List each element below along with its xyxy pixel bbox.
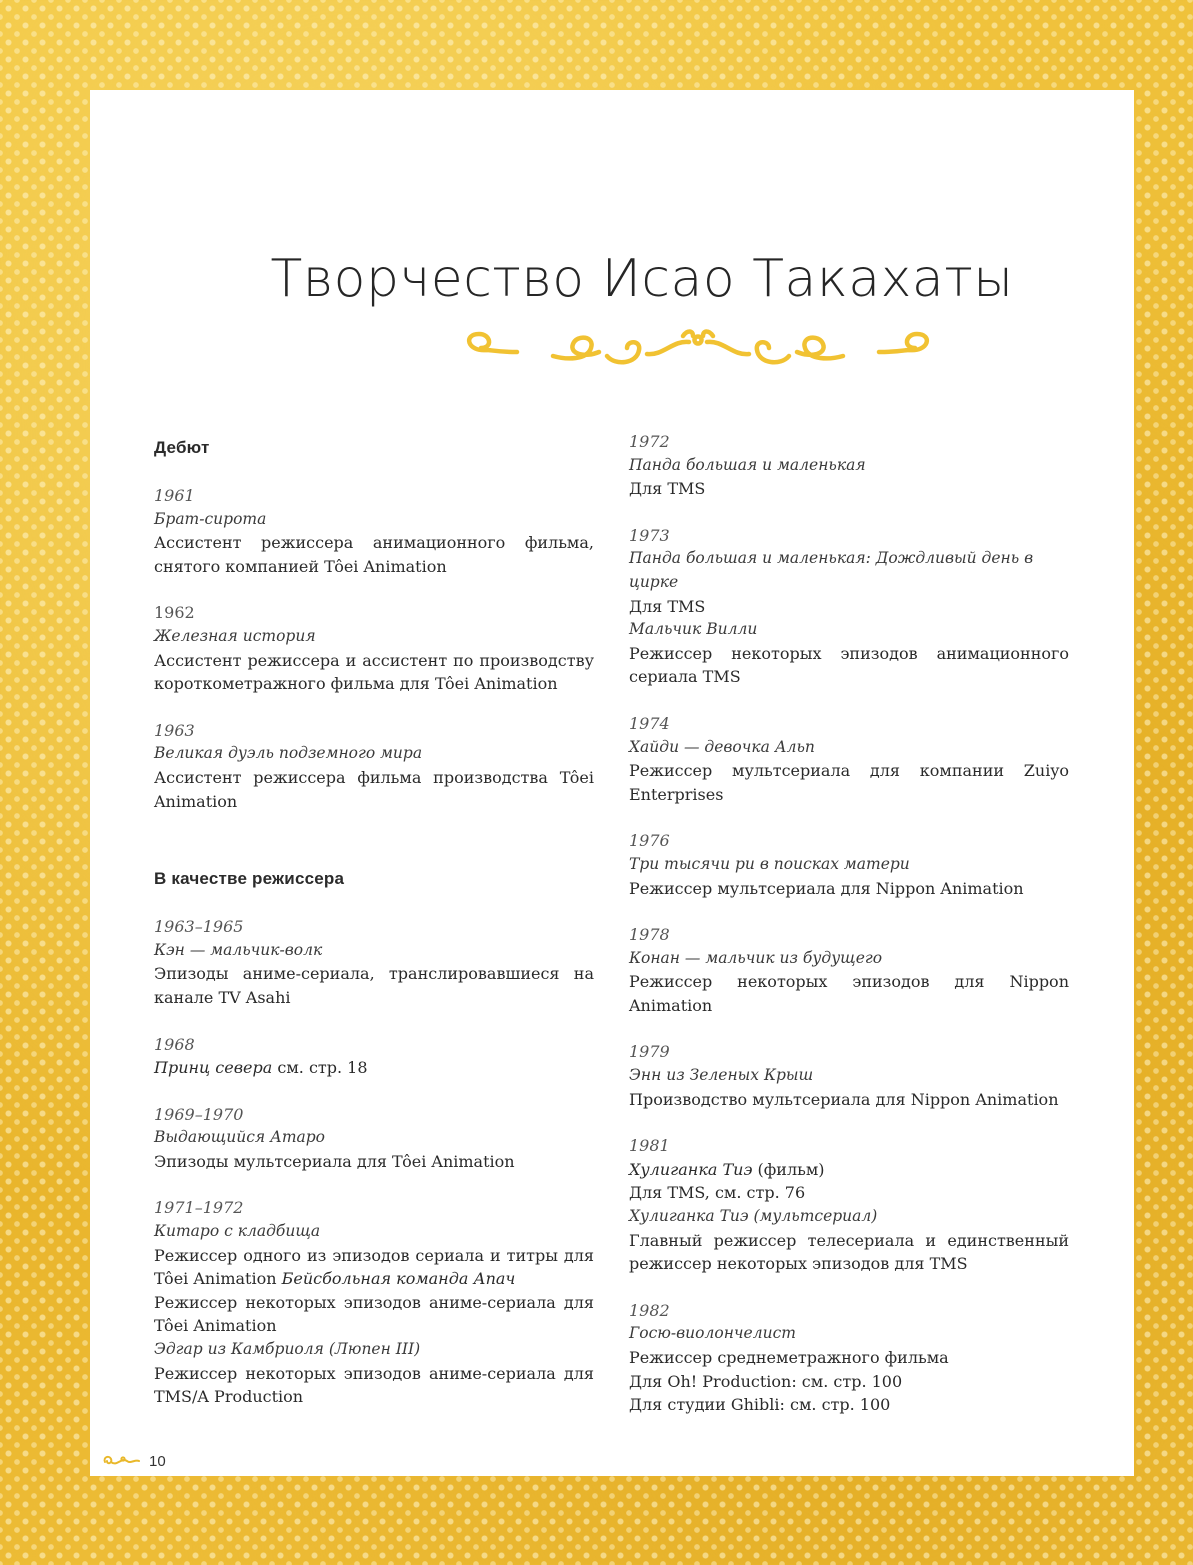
entry-work-title: Великая дуэль подземного мира [154, 744, 423, 763]
entry-year: 1971–1972 [154, 1198, 244, 1218]
entry-work-title: Выдающийся Атаро [154, 1128, 326, 1147]
entry-description-text: Режиссер одного из эпизодов сериала и титры для Tôei Animation [154, 1245, 594, 1289]
list-item [629, 1134, 1069, 1276]
entry-year: 1963 [154, 720, 195, 740]
entry-description [154, 1244, 594, 1291]
list-item [629, 829, 1069, 900]
entry-work-note: (фильм) [752, 1159, 825, 1179]
entry-work-title: Три тысячи ри в поисках матери [629, 854, 910, 873]
entry-work-title: Хулиганка Тиэ [629, 1159, 753, 1179]
entry-year: 1978 [629, 925, 670, 945]
list-item [154, 1103, 594, 1174]
list-item [154, 484, 594, 578]
entry-year: 1969–1970 [154, 1104, 244, 1124]
entry-description [154, 1056, 594, 1080]
entry-work-title: Энн из Зеленых Крыш [629, 1066, 814, 1085]
entry-description: Эпизоды мультсериала для Tôei Animation [154, 1151, 515, 1171]
entry-work-line [629, 1158, 1069, 1182]
entry-year: 1976 [629, 831, 670, 851]
section-heading-debut: Дебют [154, 438, 210, 457]
entry-description: Эпизоды аниме-сериала, транслировавшиеся на канале TV Asahi [154, 964, 594, 1007]
entry-work-title: Конан — мальчик из будущего [629, 948, 883, 967]
list-item [629, 712, 1069, 806]
entry-description: Для TMS [629, 479, 706, 499]
list-item [154, 915, 594, 1009]
entry-description: Режиссер среднеметражного фильма [629, 1348, 949, 1367]
entry-description: Производство мультсериала для Nippon Animation [629, 1089, 1059, 1109]
page-footer [101, 1451, 166, 1471]
entry-description: Для Oh! Production: см. стр. 100 [629, 1371, 903, 1391]
list-item [154, 601, 594, 695]
entry-year: 1972 [629, 432, 670, 451]
left-column [154, 430, 594, 1432]
entry-work-title: Мальчик Вилли [629, 620, 758, 639]
entry-year: 1981 [629, 1136, 670, 1156]
entry-year: 1963–1965 [154, 917, 244, 937]
entry-page-ref: см. стр. 18 [272, 1058, 368, 1078]
entry-year: 1962 [154, 603, 195, 623]
entry-description: Для TMS [629, 596, 706, 616]
entry-description: Режиссер некоторых эпизодов для Nippon Animation [629, 972, 1069, 1015]
entry-work-title-inline: Бейсбольная команда Апач [276, 1269, 516, 1289]
entry-work-title: Панда большая и маленькая [629, 455, 866, 474]
entry-year: 1974 [629, 713, 670, 733]
right-column [629, 430, 1069, 1440]
entry-work-title: Кэн — мальчик-волк [154, 940, 323, 959]
entry-year: 1961 [154, 486, 195, 505]
entry-description: Главный режиссер телесериала и единственный режиссер некоторых эпизодов для TMS [629, 1230, 1069, 1274]
entry-description: Ассистент режиссера фильма производства Tôei Animation [154, 767, 594, 811]
section-heading-director: В качестве режиссера [154, 869, 345, 889]
entry-work-title: Хайди — девочка Альп [629, 737, 815, 756]
footer-flourish-icon [101, 1453, 141, 1469]
entry-description: Режиссер мультсериала для Nippon Animation [629, 878, 1024, 898]
page-number: 10 [149, 1452, 166, 1470]
entry-work-title: Хулиганка Тиэ (мультсериал) [629, 1207, 878, 1226]
entry-description: Режиссер мультсериала для компании Zuiyo Enterprises [629, 761, 1069, 804]
entry-work-title: Эдгар из Камбриоля (Люпен III) [154, 1340, 421, 1359]
entry-year: 1973 [629, 525, 670, 545]
entry-work-title: Железная история [154, 626, 316, 645]
entry-description: Ассистент режиссера анимационного фильма, снятого компанией Tôei Animation [154, 533, 594, 576]
entry-description: Для студии Ghibli: см. стр. 100 [629, 1395, 891, 1415]
entry-work-title: Панда большая и маленькая: Дождливый день в цирке [629, 549, 1034, 591]
entry-work-title: Брат-сирота [154, 509, 267, 528]
list-item [629, 923, 1069, 1017]
entry-year: 1979 [629, 1042, 670, 1062]
page-title: Творчество Исао Такахаты [270, 249, 1014, 309]
list-item [154, 1033, 594, 1080]
entry-year: 1982 [629, 1300, 670, 1320]
list-item [629, 430, 1069, 501]
entry-year: 1968 [154, 1034, 195, 1054]
entry-description: Режиссер некоторых эпизодов анимационного сериала TMS [629, 643, 1069, 687]
entry-work-title: Госю-виолончелист [629, 1324, 796, 1343]
entry-work-title: Китаро с кладбища [154, 1222, 321, 1241]
entry-description: Ассистент режиссера и ассистент по производству короткометражного фильма для Tôei Animation [154, 650, 594, 694]
entry-work-title: Принц севера [154, 1058, 273, 1078]
list-item [154, 1196, 594, 1408]
entry-description: Режиссер некоторых эпизодов аниме-сериала для TMS/A Production [154, 1363, 594, 1407]
entry-description: Для TMS, см. стр. 76 [629, 1183, 806, 1203]
list-item [629, 1040, 1069, 1111]
list-item [154, 719, 594, 813]
entry-description: Режиссер некоторых эпизодов аниме-сериала для Tôei Animation [154, 1292, 594, 1336]
list-item [629, 1299, 1069, 1417]
list-item [629, 524, 1069, 689]
ornament-flourish-icon [457, 326, 939, 368]
